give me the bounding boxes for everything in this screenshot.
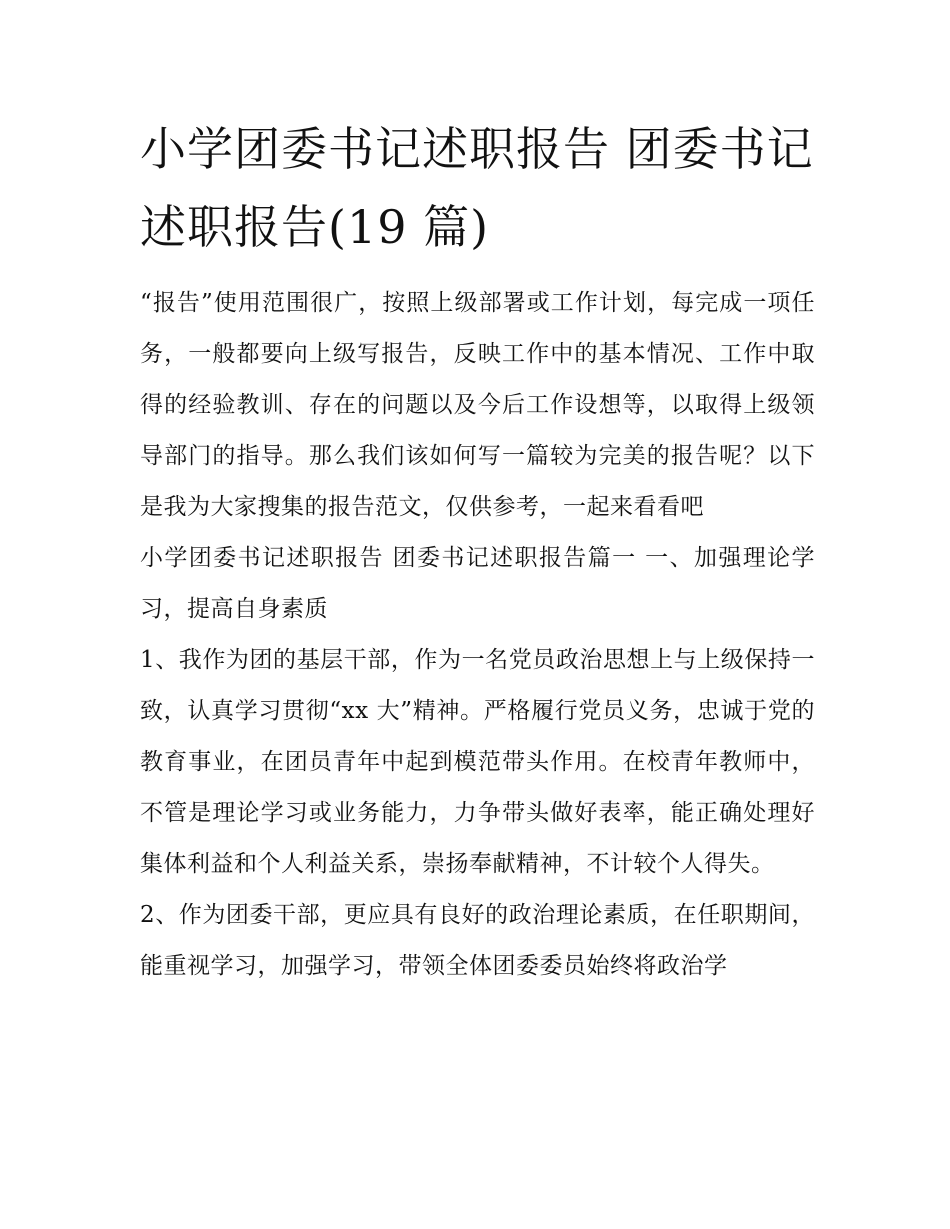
section-heading-paragraph: 小学团委书记述职报告 团委书记述职报告篇一 一、加强理论学习，提高自身素质 (140, 545, 815, 622)
item-1-paragraph: 1、我作为团的基层干部，作为一名党员政治思想上与上级保持一致，认真学习贯彻“xx 大”精神。严格履行党员义务，忠诚于党的教育事业，在团员青年中起到模范带头作用。在校青年教师中，不管是理论学习或业务能力，力争带头做好表率，能正确处理好集体利益和个人利益关系，崇扬奉献精神，不计较个人得失。 (140, 647, 815, 877)
document-title: 小学团委书记述职报告 团委书记述职报告(19 篇) (140, 122, 814, 254)
item-2-paragraph: 2、作为团委干部，更应具有良好的政治理论素质，在任职期间，能重视学习，加强学习，带领全体团委委员始终将政治学 (140, 902, 815, 979)
intro-paragraph: “报告”使用范围很广，按照上级部署或工作计划，每完成一项任务，一般都要向上级写报告，反映工作中的基本情况、工作中取得的经验教训、存在的问题以及今后工作设想等，以取得上级领导部门的指导。那么我们该如何写一篇较为完美的报告呢？以下是我为大家搜集的报告范文，仅供参考，一起来看看吧 (140, 290, 815, 520)
document-page (140, 110, 815, 992)
